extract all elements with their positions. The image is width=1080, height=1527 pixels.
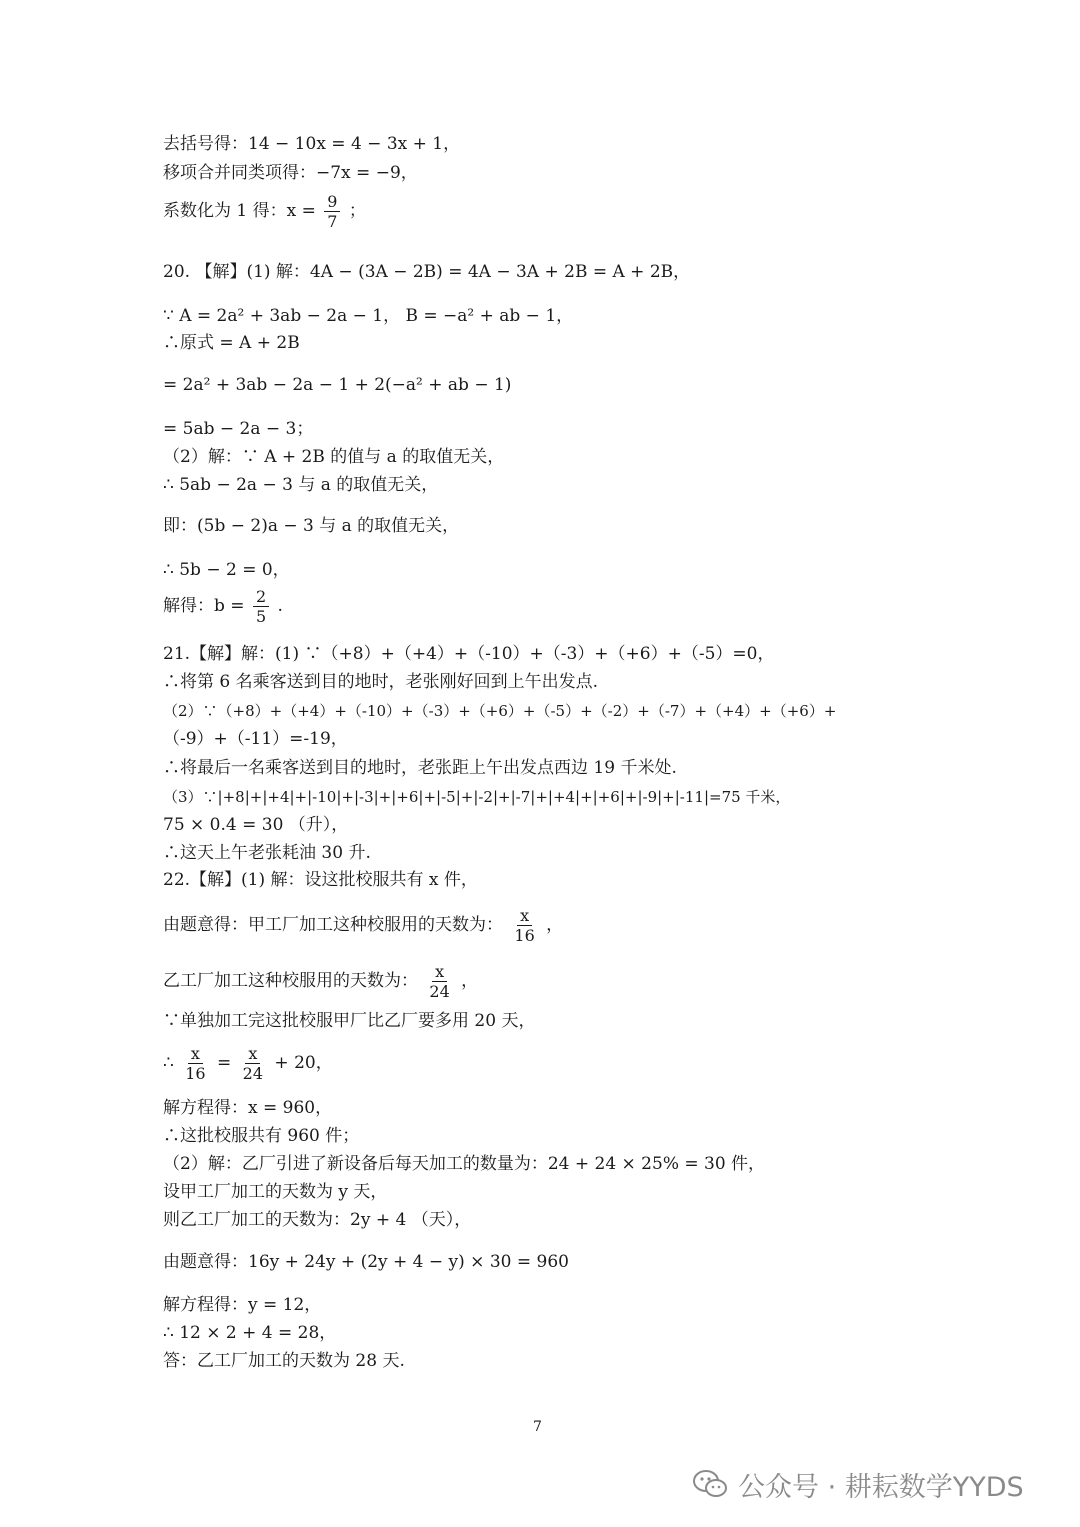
fraction bbox=[426, 962, 452, 1001]
text-line: ∴原式 = A + 2B bbox=[163, 333, 300, 353]
text-line: 22.【解】(1) 解：设这批校服共有 x 件， bbox=[163, 870, 478, 890]
watermark bbox=[692, 1464, 1024, 1504]
line-prefix: 由题意得：甲工厂加工这种校服用的天数为： bbox=[163, 915, 503, 935]
text-line: ∴ 12 × 2 + 4 = 28， bbox=[163, 1323, 337, 1343]
text-line: （2）解：∵ A + 2B 的值与 a 的取值无关， bbox=[163, 447, 505, 467]
denominator: 24 bbox=[429, 982, 450, 1001]
denominator: 5 bbox=[255, 607, 267, 626]
text-line: = 2a² + 3ab − 2a − 1 + 2(−a² + ab − 1) bbox=[163, 375, 512, 395]
fraction bbox=[511, 906, 537, 945]
denominator: 16 bbox=[514, 926, 535, 945]
line-prefix: 系数化为 1 得：x = bbox=[163, 201, 316, 221]
fraction-line bbox=[163, 587, 283, 626]
text-line: 移项合并同类项得：−7x = −9， bbox=[163, 163, 418, 183]
fraction-line bbox=[163, 192, 366, 231]
text-line: （2）∵（+8）+（+4）+（-10）+（-3）+（+6）+（-5）+（-2）+（-7）+（+4）+（+6）+ bbox=[163, 702, 837, 720]
numerator: x bbox=[517, 906, 532, 926]
text-line: 21.【解】解：(1) ∵（+8）+（+4）+（-10）+（-3）+（+6）+（-5）=0， bbox=[163, 644, 775, 664]
line-prefix: 解得：b = bbox=[163, 596, 245, 616]
text-line: ∵单独加工完这批校服甲厂比乙厂要多用 20 天， bbox=[163, 1011, 536, 1031]
text-line: = 5ab − 2a − 3； bbox=[163, 419, 314, 439]
fraction bbox=[240, 1044, 266, 1083]
watermark-text: 公众号 · 耕耘数学YYDS bbox=[738, 1471, 1024, 1503]
line-suffix: ， bbox=[461, 971, 479, 991]
text-line: ∴将第 6 名乘客送到目的地时，老张刚好回到上午出发点. bbox=[163, 672, 599, 692]
line-prefix: 乙工厂加工这种校服用的天数为： bbox=[163, 971, 418, 991]
fraction bbox=[182, 1044, 208, 1083]
text-line: （3）∵|+8|+|+4|+|-10|+|-3|+|+6|+|-5|+|-2|+|-7|+|+4|+|+6|+|-9|+|-11|=75 千米， bbox=[163, 788, 791, 806]
text-line: ∵ A = 2a² + 3ab − 2a − 1， B = −a² + ab − 1， bbox=[163, 306, 574, 326]
line-prefix: ∴ bbox=[163, 1053, 174, 1073]
text-line: （-9）+（-11）=-19， bbox=[163, 729, 348, 749]
text-line: 即：(5b − 2)a − 3 与 a 的取值无关， bbox=[163, 516, 460, 536]
denominator: 7 bbox=[327, 212, 338, 231]
fraction-line bbox=[163, 906, 563, 945]
text-line: 由题意得：16y + 24y + (2y + 4 − y) × 30 = 960 bbox=[163, 1252, 569, 1272]
fraction-line bbox=[163, 1044, 333, 1083]
numerator: x bbox=[432, 962, 447, 982]
text-line: 解方程得：x = 960， bbox=[163, 1098, 333, 1118]
text-line: ∴这天上午老张耗油 30 升. bbox=[163, 843, 371, 863]
page-number: 7 bbox=[533, 1419, 542, 1435]
denominator: 24 bbox=[242, 1064, 264, 1083]
text-line: ∴ 5ab − 2a − 3 与 a 的取值无关， bbox=[163, 475, 439, 495]
text-line: 去括号得：14 − 10x = 4 − 3x + 1， bbox=[163, 134, 461, 154]
fraction bbox=[324, 192, 340, 231]
numerator: 2 bbox=[253, 587, 269, 607]
numerator: x bbox=[188, 1044, 203, 1064]
text-line: ∴将最后一名乘客送到目的地时，老张距上午出发点西边 19 千米处. bbox=[163, 758, 677, 778]
text-line: 20. 【解】(1) 解：4A − (3A − 2B) = 4A − 3A + 2B = A + 2B， bbox=[163, 262, 691, 282]
text-line: 则乙工厂加工的天数为：2y + 4 （天）， bbox=[163, 1210, 472, 1230]
text-line: 答：乙工厂加工的天数为 28 天. bbox=[163, 1351, 405, 1371]
text-line: 设甲工厂加工的天数为 y 天， bbox=[163, 1182, 388, 1202]
line-suffix: + 20， bbox=[274, 1053, 333, 1073]
equals-sign: = bbox=[217, 1053, 232, 1073]
numerator: x bbox=[245, 1044, 260, 1064]
text-line: 75 × 0.4 = 30 （升）， bbox=[163, 815, 349, 835]
line-suffix: ； bbox=[348, 201, 366, 221]
numerator: 9 bbox=[324, 192, 340, 212]
text-line: 解方程得：y = 12， bbox=[163, 1295, 322, 1315]
fraction bbox=[253, 587, 269, 626]
text-line: ∴ 5b − 2 = 0， bbox=[163, 560, 290, 580]
text-line: ∴这批校服共有 960 件； bbox=[163, 1126, 360, 1146]
text-line: （2）解：乙厂引进了新设备后每天加工的数量为：24 + 24 × 25% = 30 件， bbox=[163, 1154, 766, 1174]
line-suffix: . bbox=[277, 596, 283, 616]
line-suffix: ， bbox=[546, 915, 564, 935]
denominator: 16 bbox=[185, 1064, 206, 1083]
wechat-icon bbox=[692, 1469, 728, 1499]
fraction-line bbox=[163, 962, 478, 1001]
